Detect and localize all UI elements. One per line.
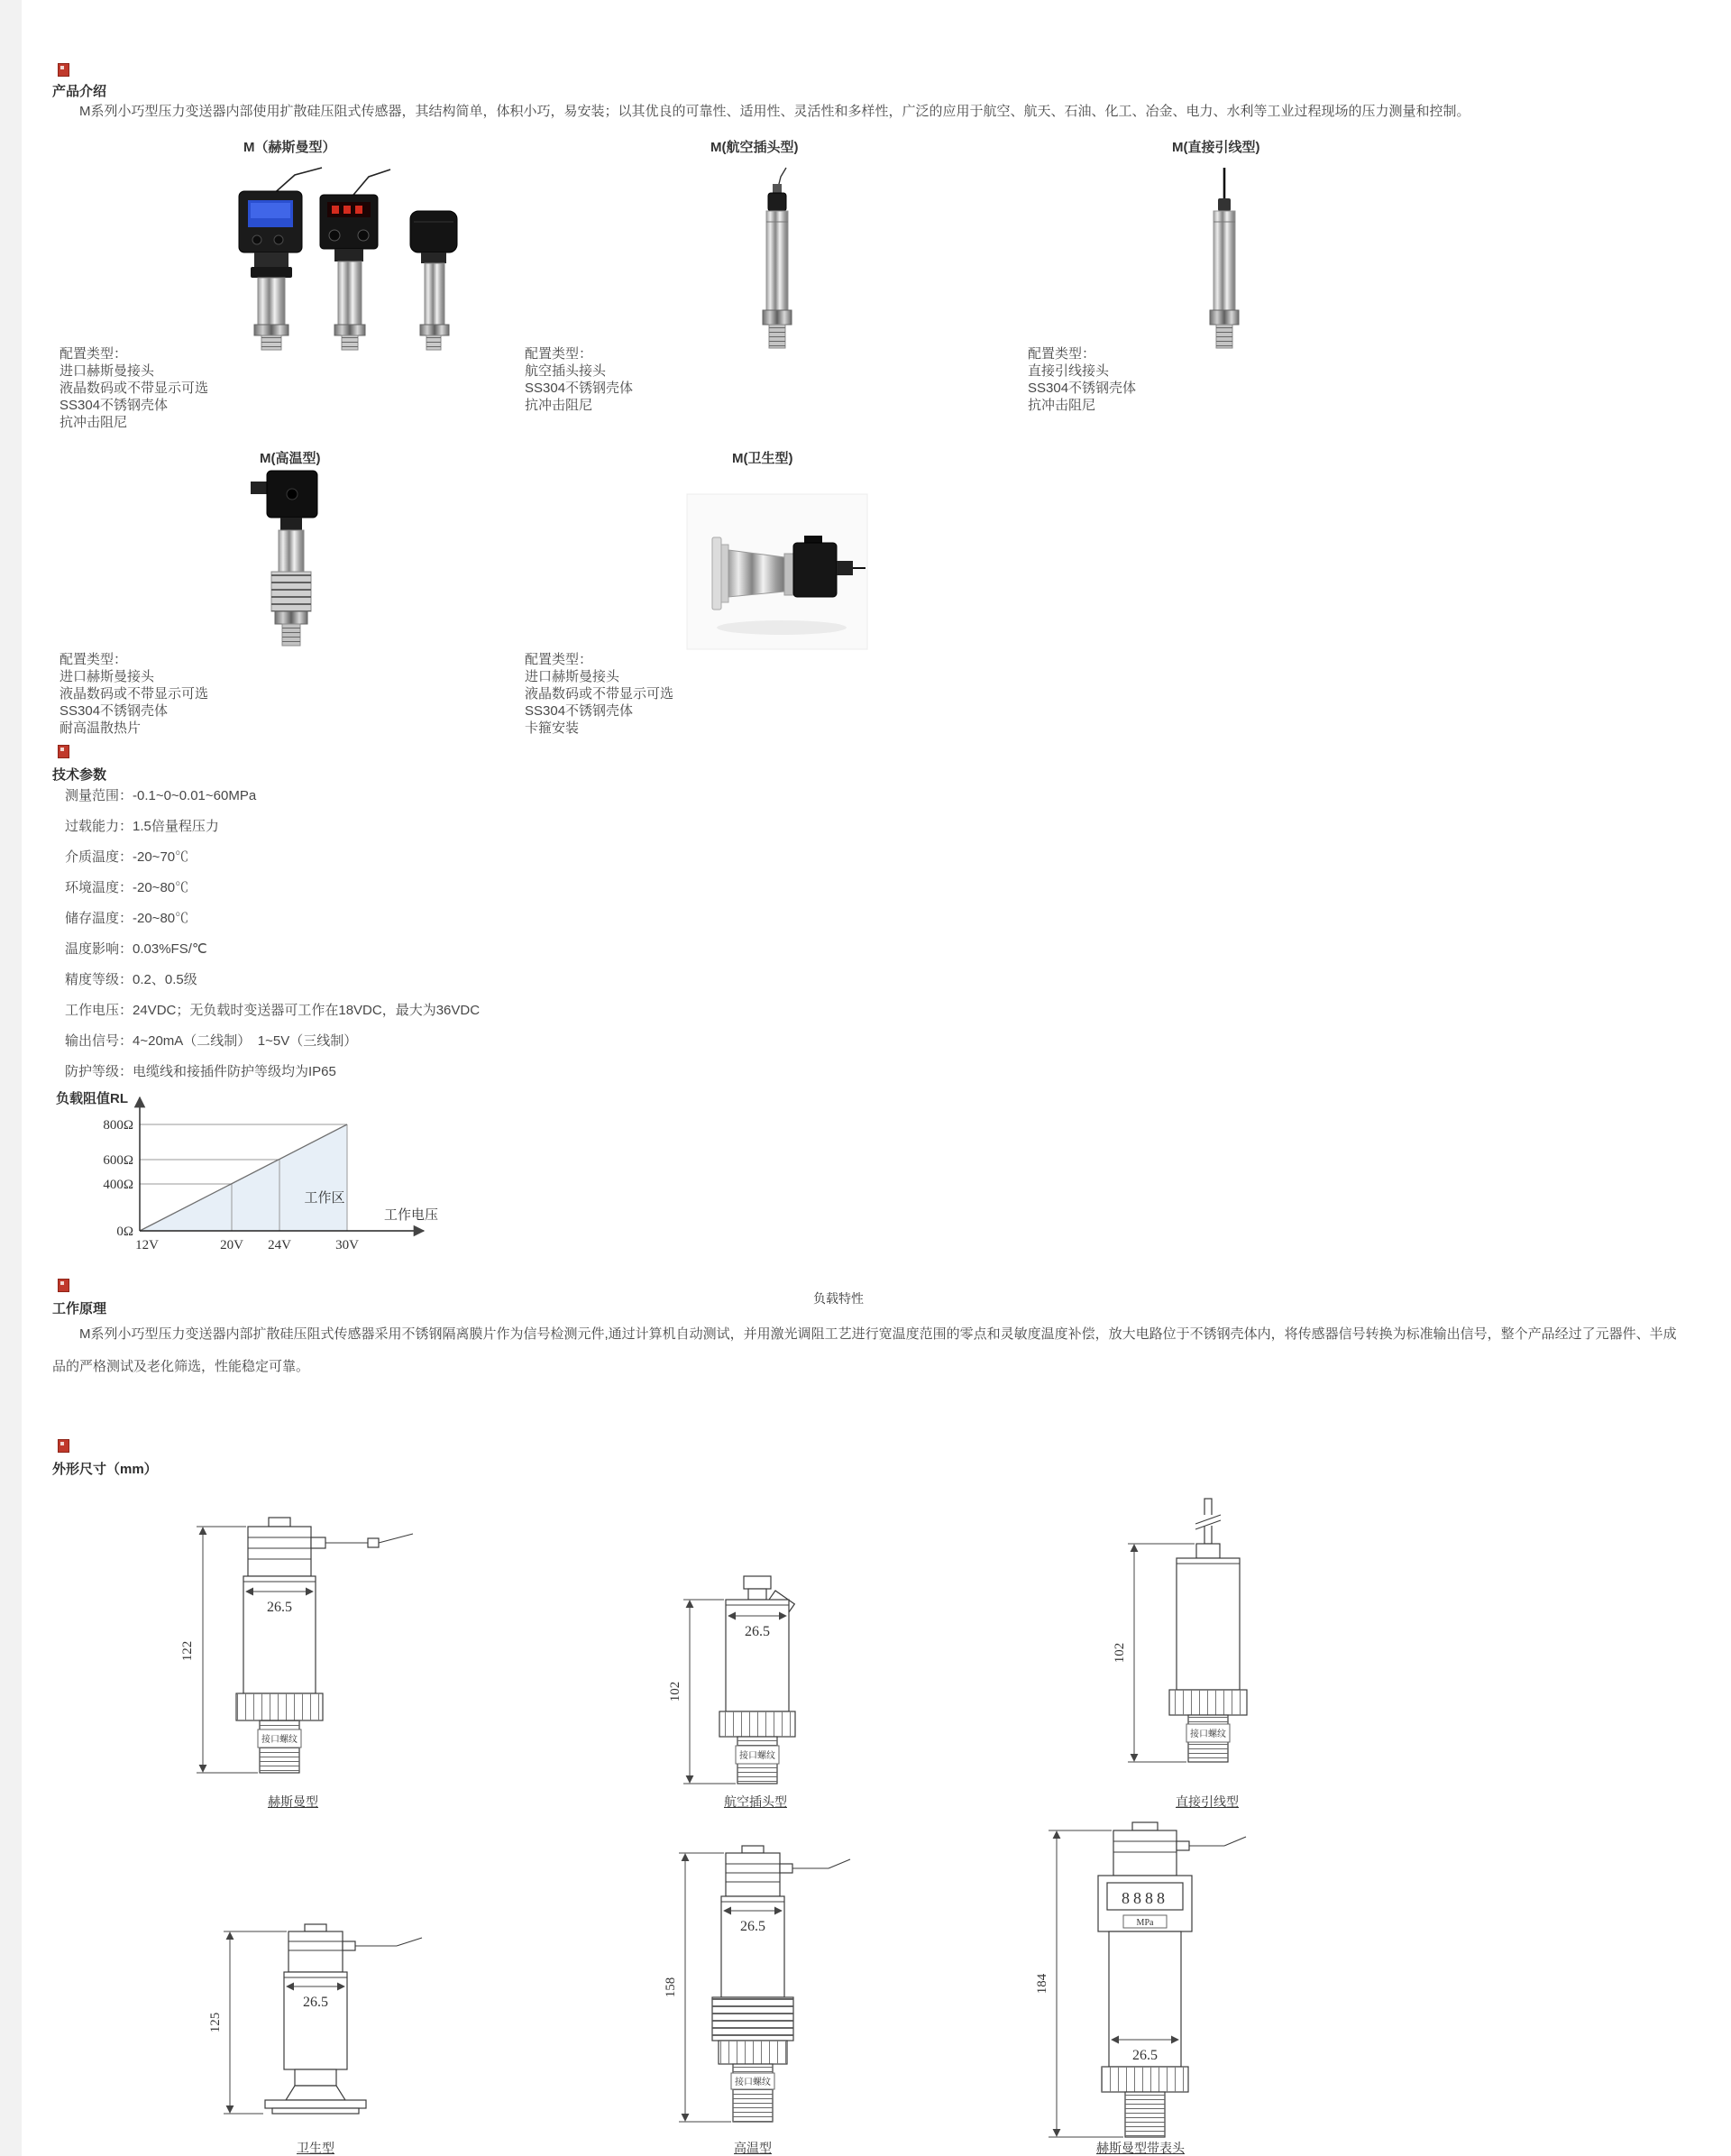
load-characteristic-chart <box>36 1087 460 1267</box>
dim-width-label: 26.5 <box>740 1919 765 1934</box>
product-title-aviation-plug: M(航空插头型) <box>710 140 799 155</box>
principle-paragraph: M系列小巧型压力变送器内部扩散硅压阻式传感器采用不锈钢隔离膜片作为信号检测元件,通过计算机自动测试，并用激光调阻工艺进行宽温度范围的零点和灵敏度温度补偿，放大电路位于不锈钢壳体内，将传感器信号转换为标准输出信号，整个产品经过了元器件、半成品的严格测试及老化筛选，性能稳定可靠。 <box>52 1326 1677 1374</box>
section-bullet-icon <box>58 745 69 758</box>
config-list-hirschmann <box>60 345 208 431</box>
section-bullet-icon <box>58 1439 69 1453</box>
device-plain <box>410 211 457 350</box>
dim-height-label: 102 <box>668 1681 682 1702</box>
config-item: SS304不锈钢壳体 <box>1028 381 1137 396</box>
photo-sanitary <box>687 494 867 649</box>
page-left-margin <box>0 0 22 2156</box>
tech-param-item: 精度等级：0.2、0.5级 <box>65 972 197 987</box>
config-item: SS304不锈钢壳体 <box>525 381 634 396</box>
drawing-caption: 赫斯曼型带表头 <box>1096 2141 1185 2155</box>
drawing-hirschmann-display <box>1001 1818 1289 2139</box>
chart-x-axis-title: 工作电压 <box>384 1207 439 1223</box>
config-item: 直接引线接头 <box>1028 363 1110 379</box>
chart-y-tick: 800Ω <box>103 1118 133 1133</box>
config-list-direct-lead <box>1028 345 1136 414</box>
config-item: 卡箍安装 <box>525 720 580 736</box>
config-item: 配置类型： <box>525 346 593 362</box>
tech-param-item: 温度影响：0.03%FS/℃ <box>65 941 207 957</box>
device-led <box>320 170 390 350</box>
drawing-hirschmann <box>144 1516 433 1786</box>
dim-width-label: 26.5 <box>267 1600 292 1615</box>
config-item: 进口赫斯曼接头 <box>60 363 155 379</box>
section-bullet-icon <box>58 1279 69 1292</box>
product-title-sanitary: M(卫生型) <box>732 451 793 466</box>
photo-direct-lead <box>1188 168 1260 352</box>
chart-y-tick: 400Ω <box>103 1178 133 1192</box>
thread-label: 接口螺纹 <box>1190 1729 1226 1739</box>
section-bullet-icon <box>58 63 69 77</box>
config-item: 液晶数码或不带显示可选 <box>60 686 209 702</box>
tech-param-item: 储存温度：-20~80℃ <box>65 911 189 926</box>
drawing-caption: 赫斯曼型 <box>268 1794 318 1809</box>
config-item: 抗冲击阻尼 <box>60 415 128 430</box>
tech-param-list <box>65 781 480 1087</box>
dim-height-label: 102 <box>1113 1642 1127 1664</box>
drawing-high-temp <box>636 1844 870 2133</box>
device-lcd <box>239 168 322 350</box>
config-item: SS304不锈钢壳体 <box>525 703 634 719</box>
config-list-sanitary <box>525 651 673 737</box>
intro-heading: 产品介绍 <box>52 84 107 99</box>
config-item: SS304不锈钢壳体 <box>60 398 169 413</box>
drawing-aviation-plug <box>640 1567 875 1793</box>
product-title-high-temp: M(高温型) <box>260 451 321 466</box>
dim-width-label: 26.5 <box>1132 2048 1158 2063</box>
config-item: 航空插头接头 <box>525 363 607 379</box>
chart-y-axis-title: 负载阻值RL <box>56 1091 128 1106</box>
chart-y-tick: 0Ω <box>116 1225 133 1239</box>
drawing-direct-lead <box>1082 1499 1334 1796</box>
config-list-aviation <box>525 345 633 414</box>
config-item: 配置类型： <box>60 346 128 362</box>
config-item: 耐高温散热片 <box>60 720 142 736</box>
dim-height-label: 125 <box>208 2012 223 2033</box>
drawing-caption: 航空插头型 <box>724 1794 787 1809</box>
photo-hirschmann-group <box>185 164 527 352</box>
thread-label: 接口螺纹 <box>735 2078 771 2087</box>
dim-height-label: 122 <box>180 1640 195 1662</box>
thread-label: 接口螺纹 <box>261 1735 298 1745</box>
product-title-hirschmann: M（赫斯曼型） <box>243 140 336 155</box>
principle-heading: 工作原理 <box>52 1301 107 1317</box>
chart-caption: 负载特性 <box>813 1291 864 1306</box>
dim-height-label: 184 <box>1035 1973 1049 1995</box>
dim-height-label: 158 <box>664 1977 678 1998</box>
drawing-caption: 卫生型 <box>297 2141 334 2155</box>
tech-param-item: 输出信号：4~20mA（二线制） 1~5V（三线制） <box>65 1033 358 1049</box>
config-item: SS304不锈钢壳体 <box>60 703 169 719</box>
config-item: 进口赫斯曼接头 <box>60 669 155 684</box>
chart-x-tick: 12V <box>135 1238 159 1252</box>
config-list-high-temp <box>60 651 208 737</box>
config-item: 配置类型： <box>60 652 128 667</box>
display-digits: 8888 <box>1122 1889 1168 1907</box>
drawing-caption: 直接引线型 <box>1176 1794 1239 1809</box>
tech-param-item: 过载能力：1.5倍量程压力 <box>65 819 219 834</box>
display-unit-label: MPa <box>1136 1918 1154 1928</box>
config-item: 进口赫斯曼接头 <box>525 669 620 684</box>
config-item: 抗冲击阻尼 <box>525 398 593 413</box>
product-title-direct-lead: M(直接引线型) <box>1172 140 1260 155</box>
drawing-caption: 高温型 <box>734 2141 772 2155</box>
chart-x-tick: 24V <box>268 1238 291 1252</box>
photo-high-temp <box>242 463 341 651</box>
tech-param-item: 工作电压：24VDC；无负载时变送器可工作在18VDC，最大为36VDC <box>65 1003 481 1018</box>
chart-work-area-label: 工作区 <box>304 1190 345 1206</box>
chart-y-tick: 600Ω <box>103 1153 133 1168</box>
config-item: 配置类型： <box>525 652 593 667</box>
chart-x-tick: 20V <box>220 1238 243 1252</box>
photo-aviation-plug <box>741 168 813 352</box>
dim-width-label: 26.5 <box>303 1995 328 2010</box>
tech-param-item: 测量范围：-0.1~0~0.01~60MPa <box>65 788 257 803</box>
tech-param-item: 环境温度：-20~80℃ <box>65 880 189 895</box>
tech-param-item: 介质温度：-20~70℃ <box>65 849 189 865</box>
drawing-sanitary <box>180 1918 451 2134</box>
config-item: 抗冲击阻尼 <box>1028 398 1096 413</box>
config-item: 液晶数码或不带显示可选 <box>60 381 209 396</box>
config-item: 配置类型： <box>1028 346 1096 362</box>
dim-width-label: 26.5 <box>745 1624 770 1639</box>
tech-heading: 技术参数 <box>52 767 107 783</box>
config-item: 液晶数码或不带显示可选 <box>525 686 674 702</box>
chart-x-tick: 30V <box>335 1238 359 1252</box>
tech-param-item: 防护等级：电缆线和接插件防护等级均为IP65 <box>65 1064 336 1079</box>
intro-paragraph: M系列小巧型压力变送器内部使用扩散硅压阻式传感器，其结构简单，体积小巧，易安装；以其优良的可靠性、适用性、灵活性和多样性，广泛的应用于航空、航天、石油、化工、冶金、电力、水利等工业过程现场的压力测量和控制。 <box>79 104 1470 119</box>
dimensions-heading: 外形尺寸（mm） <box>52 1462 158 1477</box>
thread-label: 接口螺纹 <box>739 1751 775 1761</box>
